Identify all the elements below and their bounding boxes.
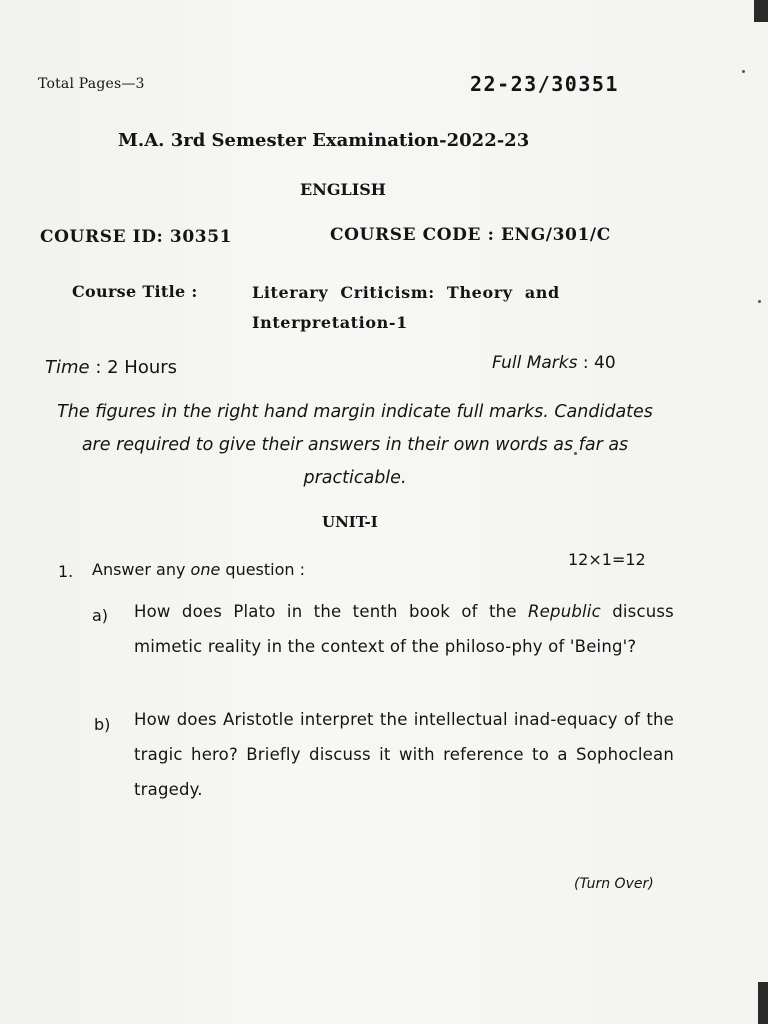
question-text-emphasis: one <box>190 560 221 579</box>
time-value: : 2 Hours <box>95 357 178 378</box>
paper-code: 22-23/30351 <box>470 72 619 96</box>
time-allowed <box>45 357 177 378</box>
option-b-text: How does Aristotle interpret the intellectual inad-equacy of the tragic hero? Briefly discuss it with reference to a Sophoclean tragedy. <box>134 710 674 799</box>
subject-heading: ENGLISH <box>300 180 386 199</box>
option-a-text <box>134 594 674 664</box>
scan-edge-mark-top <box>754 0 768 22</box>
scan-speck <box>742 70 745 73</box>
course-title-value: Literary Criticism: Theory and Interpretation-1 <box>252 283 560 332</box>
question-text <box>92 560 305 579</box>
time-label: Time <box>45 357 90 378</box>
option-a-text-start: How does Plato in the tenth book of the <box>134 602 517 621</box>
scan-speck <box>758 300 761 303</box>
course-code: COURSE CODE : ENG/301/C <box>330 225 611 245</box>
unit-heading: UNIT-I <box>322 513 378 531</box>
question-text-start: Answer any <box>92 560 186 579</box>
full-marks <box>492 353 616 373</box>
scan-edge-mark-bottom <box>758 982 768 1024</box>
option-a-text-emphasis: Republic <box>528 602 601 621</box>
option-a-text-end: discuss mimetic reality in the context of the philoso-phy of 'Being'? <box>134 602 674 656</box>
total-pages: Total Pages—3 <box>38 76 145 92</box>
full-marks-value: : 40 <box>582 353 616 373</box>
course-id: COURSE ID: 30351 <box>40 227 233 247</box>
course-title-label: Course Title : <box>72 282 198 301</box>
question-number: 1. <box>58 562 74 581</box>
instructions: The figures in the right hand margin indicate full marks. Candidates are required to give their answers in their own words as far as practicable. <box>57 402 653 488</box>
exam-title: M.A. 3rd Semester Examination-2022-23 <box>118 130 530 151</box>
option-b-letter: b) <box>94 715 111 734</box>
question-text-end: question : <box>225 560 306 579</box>
full-marks-label: Full Marks <box>492 353 578 373</box>
turn-over-note: (Turn Over) <box>574 876 654 892</box>
option-a-letter: a) <box>92 606 109 625</box>
question-marks: 12×1=12 <box>568 550 646 569</box>
